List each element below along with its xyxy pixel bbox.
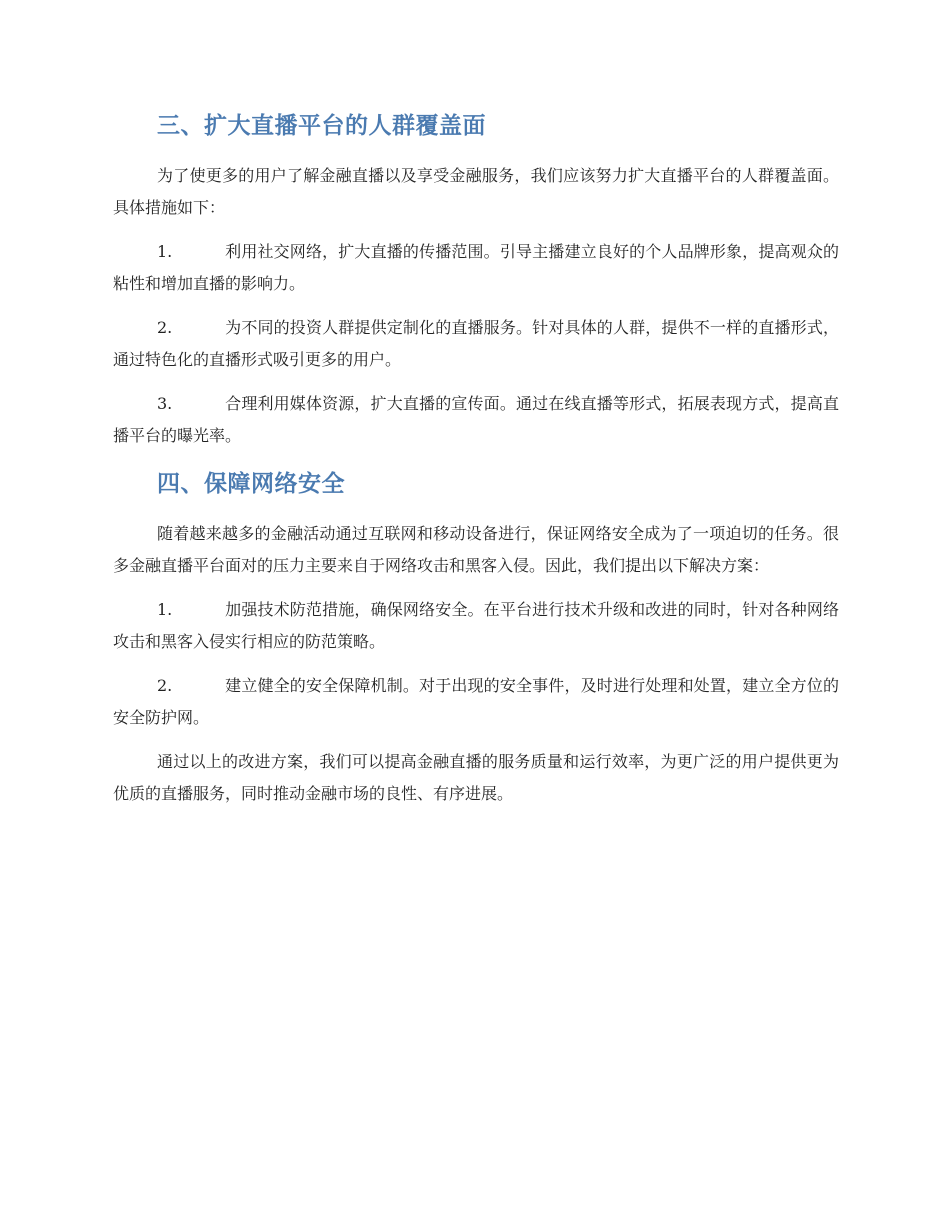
list-number: 1. xyxy=(157,242,173,261)
section-heading-network-security: 四、保障网络安全 xyxy=(157,471,345,497)
list-item xyxy=(113,670,839,734)
list-text: 建立健全的安全保障机制。对于出现的安全事件，及时进行处理和处置，建立全方位的安全防护网。 xyxy=(113,676,839,727)
list-text: 加强技术防范措施，确保网络安全。在平台进行技术升级和改进的同时，针对各种网络攻击和黑客入侵实行相应的防范策略。 xyxy=(113,600,839,651)
list-number: 3. xyxy=(157,394,173,413)
section-heading-expand-coverage: 三、扩大直播平台的人群覆盖面 xyxy=(157,113,486,139)
list-number: 2. xyxy=(157,318,173,337)
list-number: 1. xyxy=(157,600,173,619)
list-item xyxy=(113,312,839,376)
list-text: 合理利用媒体资源，扩大直播的宣传面。通过在线直播等形式，拓展表现方式，提高直播平台的曝光率。 xyxy=(113,394,839,445)
list-item xyxy=(113,236,839,300)
list-item xyxy=(113,388,839,452)
list-text: 为不同的投资人群提供定制化的直播服务。针对具体的人群，提供不一样的直播形式，通过特色化的直播形式吸引更多的用户。 xyxy=(113,318,839,369)
list-item xyxy=(113,594,839,658)
section-intro-expand-coverage: 为了使更多的用户了解金融直播以及享受金融服务，我们应该努力扩大直播平台的人群覆盖面。具体措施如下： xyxy=(113,166,839,217)
list-number: 2. xyxy=(157,676,173,695)
document-body xyxy=(113,108,839,810)
section-intro-network-security: 随着越来越多的金融活动通过互联网和移动设备进行，保证网络安全成为了一项迫切的任务。很多金融直播平台面对的压力主要来自于网络攻击和黑客入侵。因此，我们提出以下解决方案： xyxy=(113,524,839,575)
conclusion-paragraph: 通过以上的改进方案，我们可以提高金融直播的服务质量和运行效率，为更广泛的用户提供更为优质的直播服务，同时推动金融市场的良性、有序进展。 xyxy=(113,752,839,803)
list-text: 利用社交网络，扩大直播的传播范围。引导主播建立良好的个人品牌形象，提高观众的粘性和增加直播的影响力。 xyxy=(113,242,839,293)
